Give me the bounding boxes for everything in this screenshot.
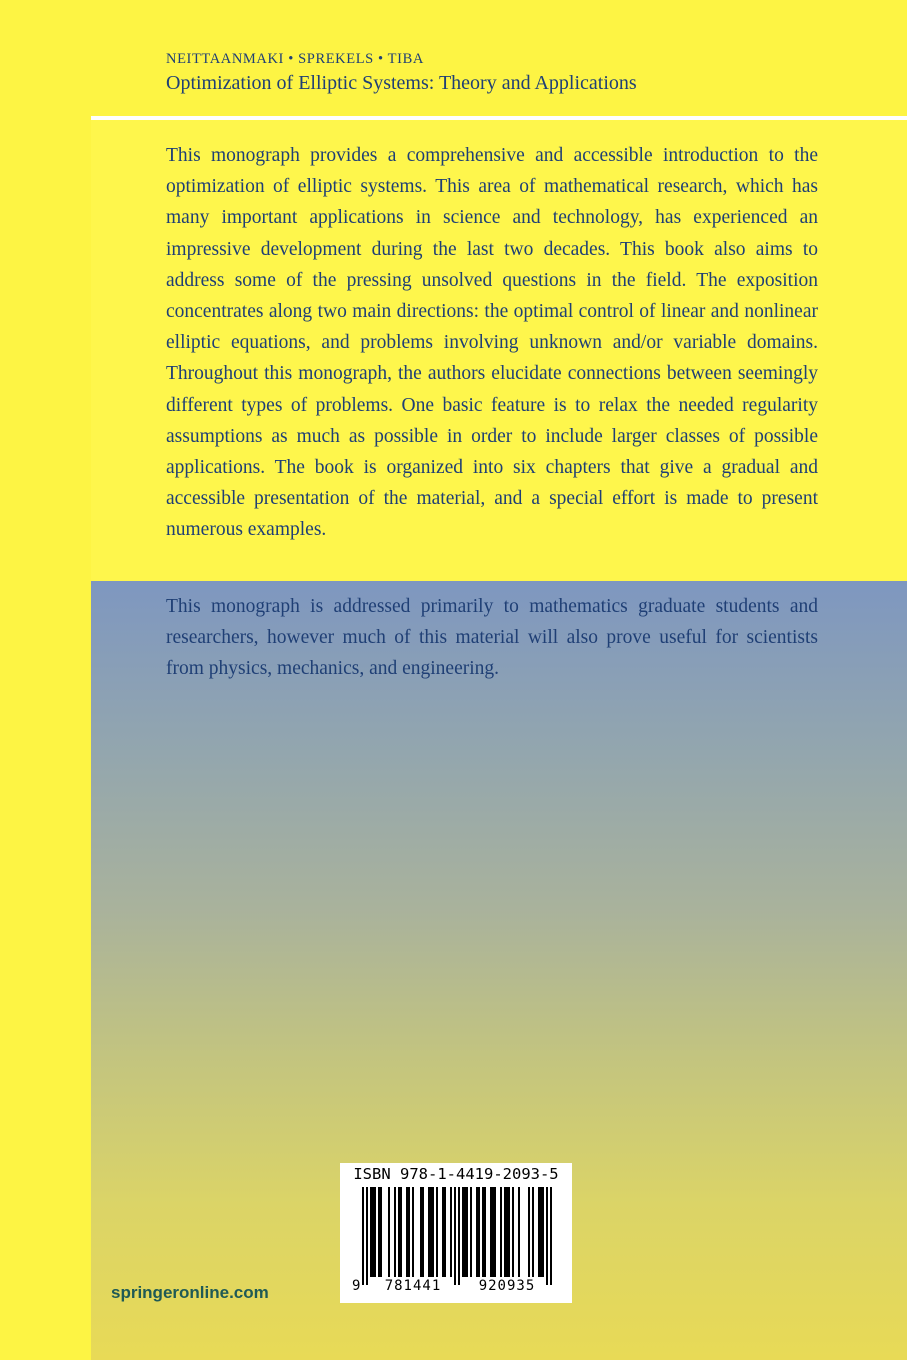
ean-left-digits: 781441 (384, 1278, 442, 1294)
ean-first-digit: 9 (352, 1278, 361, 1294)
barcode-bar (436, 1187, 438, 1277)
barcode-bar (430, 1187, 432, 1277)
barcode-bar (518, 1187, 520, 1277)
barcode-bar (422, 1187, 424, 1277)
authors-line: NEITTAANMAKI • SPREKELS • TIBA (166, 51, 424, 67)
barcode-bar (362, 1187, 364, 1285)
barcode-bar (532, 1187, 534, 1277)
barcode-bar (490, 1187, 492, 1277)
barcode-bar (504, 1187, 506, 1277)
barcode-bar (492, 1187, 494, 1277)
description-paragraph: This monograph provides a comprehensive and accessible introduction to the optimization of elliptic systems. This area of mathematical research, which has many important applications in science and technology, has experienced an impressive development during the last two decades. This book also aims to address some of the pressing unsolved questions in the field. The exposition concentrates along two main directions: the optimal control of linear and nonlinear elliptic equations, and problems involving unknown and/or variable domains. Throughout this monograph, the authors elucidate connections between seemingly different types of problems. One basic feature is to relax the needed regularity assumptions as much as possible in order to include larger classes of possible applications. The book is organized into six chapters that give a gradual and accessible presentation of the material, and a special effort is made to present numerous examples. (166, 145, 818, 541)
barcode-bar (398, 1187, 400, 1277)
barcode-bar (464, 1187, 466, 1277)
barcode-bar (442, 1187, 444, 1277)
barcode-bar (506, 1187, 508, 1277)
barcode-bar (478, 1187, 480, 1277)
barcode-bar (454, 1187, 456, 1285)
book-title: Optimization of Elliptic Systems: Theory and Applications (166, 72, 637, 94)
barcode-bar (466, 1187, 468, 1277)
barcode-bar (388, 1187, 390, 1277)
barcode-bar (378, 1187, 380, 1277)
barcode-bar (432, 1187, 434, 1277)
barcode-bar (450, 1187, 452, 1277)
barcode-bar (374, 1187, 376, 1277)
barcode-bar (542, 1187, 544, 1277)
barcode-bar (500, 1187, 502, 1277)
barcode-bar (462, 1187, 464, 1277)
ean-right-digits: 920935 (478, 1278, 536, 1294)
barcode-bar (540, 1187, 542, 1277)
barcode-bar (528, 1187, 530, 1277)
barcode-bar (428, 1187, 430, 1277)
barcode-bar (370, 1187, 372, 1277)
barcode-bar (394, 1187, 396, 1277)
barcode-bar (372, 1187, 374, 1277)
barcode-bar (494, 1187, 496, 1277)
barcode-bar (408, 1187, 410, 1277)
barcode-bar (412, 1187, 414, 1277)
barcode-bar (406, 1187, 408, 1277)
barcode-bar (380, 1187, 382, 1277)
barcode-bar (550, 1187, 552, 1285)
barcode-bar (476, 1187, 478, 1277)
barcode-bar (470, 1187, 472, 1277)
barcode-bar (400, 1187, 402, 1277)
barcode-bar (458, 1187, 460, 1285)
barcode-bar (420, 1187, 422, 1277)
barcode-bar (366, 1187, 368, 1285)
isbn-label: ISBN 978-1-4419-2093-5 (353, 1165, 559, 1183)
header-divider (91, 116, 907, 120)
barcode-bar (546, 1187, 548, 1285)
barcode-bar (484, 1187, 486, 1277)
barcode-bar (482, 1187, 484, 1277)
isbn-barcode (340, 1163, 572, 1303)
audience-paragraph: This monograph is addressed primarily to mathematics graduate students and researchers, however much of this material will also prove useful for scientists from physics, mechanics, and engineering. (166, 596, 818, 680)
barcode-bar (512, 1187, 514, 1277)
barcode-bar (538, 1187, 540, 1277)
barcode-bar (508, 1187, 510, 1277)
publisher-website: springeronline.com (111, 1283, 269, 1302)
barcode-bar (444, 1187, 446, 1277)
